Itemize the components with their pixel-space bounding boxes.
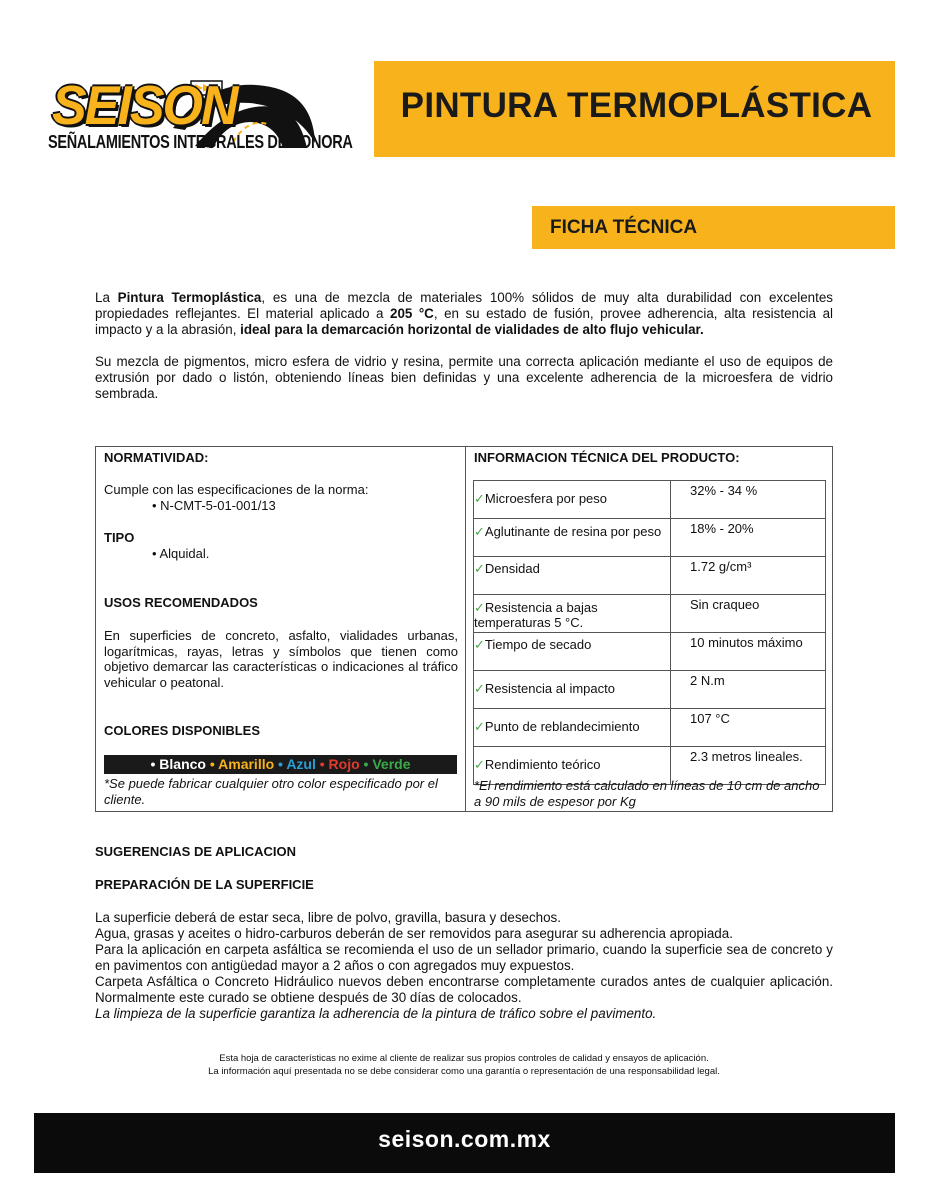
table-row xyxy=(474,671,826,709)
logo-wordmark: SEISON xyxy=(52,75,237,137)
disclaimer-line: La información aquí presentada no se debe considerar como una garantía o representación de una responsabilidad legal. xyxy=(208,1066,720,1077)
property-label xyxy=(474,633,671,671)
intro-paragraph-1 xyxy=(95,290,833,338)
property-value: 2 N.m xyxy=(671,671,826,709)
color-rojo: • Rojo xyxy=(315,756,360,772)
property-label-text: Resistencia al impacto xyxy=(484,681,615,696)
sugerencias-heading: SUGERENCIAS DE APLICACION xyxy=(95,844,297,859)
preparacion-heading: PREPARACIÓN DE LA SUPERFICIE xyxy=(95,877,314,892)
check-icon: ✓ xyxy=(474,491,485,506)
property-label xyxy=(474,481,671,519)
disclaimer xyxy=(95,1052,833,1078)
property-label xyxy=(474,519,671,557)
spec-divider xyxy=(465,446,466,812)
performance-note: *El rendimiento está calculado en líneas de 10 cm de ancho a 90 mils de espesor por Kg xyxy=(474,778,820,809)
table-row xyxy=(474,633,826,671)
colores-heading: COLORES DISPONIBLES xyxy=(104,723,261,738)
intro-bold-usage: ideal para la demarcación horizontal de vialidades de alto flujo vehicular. xyxy=(240,322,704,337)
logo-subtitle: SEÑALAMIENTOS INTEGRALES DE SONORA xyxy=(48,133,353,153)
tipo-heading: TIPO xyxy=(104,530,135,545)
intro-bold-temperature: 205 °C xyxy=(390,306,434,321)
intro-text: , es una de mezcla de materiales 100% sólidos de muy alta durabilidad con excelentes propiedades reflejantes. El material aplicado a xyxy=(95,290,833,321)
intro-bold-product: Pintura Termoplástica xyxy=(117,290,262,305)
property-value: 32% - 34 % xyxy=(671,481,826,519)
info-heading: INFORMACION TÉCNICA DEL PRODUCTO: xyxy=(474,450,740,465)
table-row xyxy=(474,709,826,747)
property-value: Sin craqueo xyxy=(671,595,826,633)
preparacion-italic: La limpieza de la superficie garantiza la adherencia de la pintura de tráfico sobre el pavimento. xyxy=(95,1006,657,1021)
colors-bar xyxy=(104,755,457,774)
color-blanco: • Blanco xyxy=(150,756,206,772)
check-icon: ✓ xyxy=(474,637,485,652)
property-label xyxy=(474,709,671,747)
check-icon: ✓ xyxy=(474,757,485,772)
intro-text: , en su estado de fusión, provee adherencia, alta resistencia al impacto y a la abrasión, xyxy=(95,306,833,337)
color-amarillo: • Amarillo xyxy=(205,756,275,772)
preparacion-text xyxy=(95,910,833,1022)
page-title: PINTURA TERMOPLÁSTICA xyxy=(400,86,873,125)
normatividad-item: • N-CMT-5-01-001/13 xyxy=(152,498,276,513)
table-row xyxy=(474,519,826,557)
property-value: 1.72 g/cm³ xyxy=(671,557,826,595)
property-label-text: Rendimiento teórico xyxy=(484,757,601,772)
preparacion-line: Para la aplicación en carpeta asfáltica se recomienda el uso de un sellador primario, cuando la superficie sea de concreto y en pavimentos con antigüedad mayor a 2 años o con agregados muy expuestos. xyxy=(95,942,833,973)
property-value: 10 minutos máximo xyxy=(671,633,826,671)
color-azul: • Azul xyxy=(274,756,316,772)
preparacion-line: La superficie deberá de estar seca, libre de polvo, gravilla, basura y desechos. xyxy=(95,910,561,925)
table-row xyxy=(474,595,826,633)
property-label xyxy=(474,595,671,633)
preparacion-line: Carpeta Asfáltica o Concreto Hidráulico nuevos deben encontrarse completamente curados antes de cualquier aplicación. Normalmente este curado se obtiene después de 30 días de colocados. xyxy=(95,974,833,1005)
tipo-item: • Alquidal. xyxy=(152,546,210,561)
footer-url[interactable]: seison.com.mx xyxy=(378,1126,551,1152)
usos-heading: USOS RECOMENDADOS xyxy=(104,595,258,610)
color-verde: • Verde xyxy=(359,756,411,772)
normatividad-text: Cumple con las especificaciones de la norma: xyxy=(104,482,369,497)
check-icon: ✓ xyxy=(474,719,485,734)
intro-text: La xyxy=(95,290,118,305)
property-label-text: Microesfera por peso xyxy=(484,491,608,506)
usos-text: En superficies de concreto, asfalto, vialidades urbanas, logarítmicas, rayas, letras y símbolos que tienen como objetivo demarcar las características o indicaciones al tráfico vehicular o peatonal. xyxy=(104,628,458,690)
properties-table xyxy=(473,480,826,785)
property-label-text: Densidad xyxy=(484,561,540,576)
normatividad-heading: NORMATIVIDAD: xyxy=(104,450,209,465)
property-label-text: Resistencia a bajas temperaturas 5 °C. xyxy=(474,600,598,630)
property-label-text: Tiempo de secado xyxy=(484,637,592,652)
table-row xyxy=(474,557,826,595)
check-icon: ✓ xyxy=(474,561,485,576)
property-label-text: Aglutinante de resina por peso xyxy=(484,524,662,539)
disclaimer-line: Esta hoja de características no exime al cliente de realizar sus propios controles de calidad y ensayos de aplicación. xyxy=(219,1053,709,1064)
property-value: 2.3 metros lineales. xyxy=(671,747,826,785)
preparacion-line: Agua, grasas y aceites o hidro-carburos deberán de ser removidos para asegurar su adherencia apropiada. xyxy=(95,926,733,941)
check-icon: ✓ xyxy=(474,681,485,696)
colors-note: *Se puede fabricar cualquier otro color especificado por el cliente. xyxy=(104,776,438,807)
property-label xyxy=(474,671,671,709)
intro-paragraph-2: Su mezcla de pigmentos, micro esfera de vidrio y resina, permite una correcta aplicación mediante el uso de equipos de extrusión por dado o listón, obteniendo líneas bien definidas y una excelente adherencia de la microesfera de vidrio sembrada. xyxy=(95,354,833,401)
property-value: 107 °C xyxy=(671,709,826,747)
property-value: 18% - 20% xyxy=(671,519,826,557)
check-icon: ✓ xyxy=(474,600,485,615)
check-icon: ✓ xyxy=(474,524,485,539)
subtitle-text: FICHA TÉCNICA xyxy=(550,217,698,238)
table-row xyxy=(474,481,826,519)
property-label xyxy=(474,557,671,595)
property-label-text: Punto de reblandecimiento xyxy=(484,719,640,734)
